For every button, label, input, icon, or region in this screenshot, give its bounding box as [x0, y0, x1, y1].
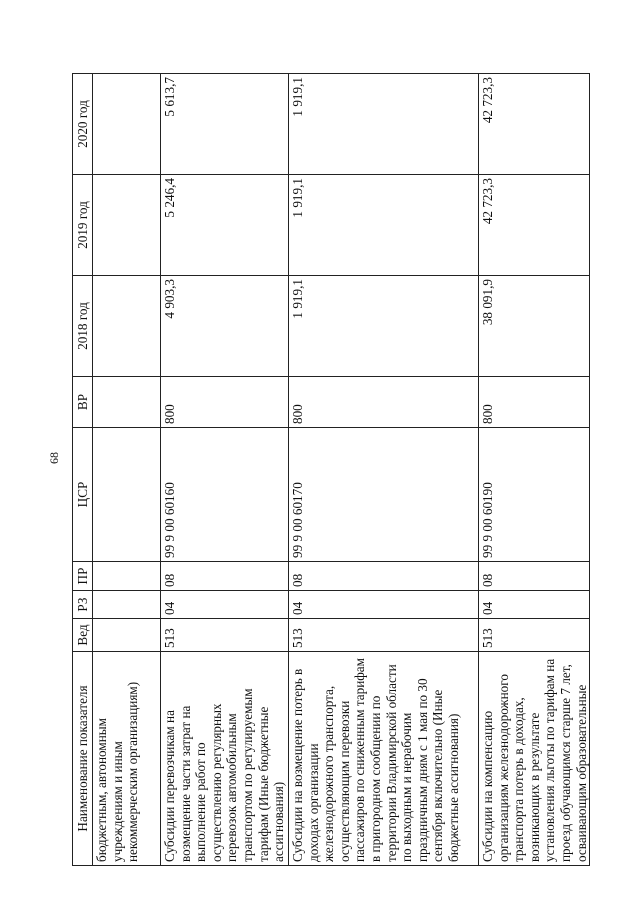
row-2020: 42 723,3 — [479, 74, 590, 175]
row-pr: 08 — [289, 562, 479, 591]
row-rz: 04 — [289, 591, 479, 619]
row-ved — [93, 619, 161, 652]
row-name: Субсидии на компенсацию организациям железнодорожного транспорта потерь в доходах, возникающих в результате установления льготы по тарифам на проезд обучающимся старше 7 лет, осваивающим образовательные — [479, 652, 590, 866]
header-csr: ЦСР — [73, 428, 93, 562]
row-rz: 04 — [161, 591, 289, 619]
row-csr: 99 9 00 60190 — [479, 428, 590, 562]
row-pr: 08 — [479, 562, 590, 591]
table-header-row — [73, 74, 93, 866]
header-2019: 2019 год — [73, 175, 93, 276]
row-ved: 513 — [161, 619, 289, 652]
budget-table — [72, 73, 590, 866]
header-name: Наименование показателя — [73, 652, 93, 866]
row-ved: 513 — [289, 619, 479, 652]
row-name: Субсидии на возмещение потерь в доходах организации железнодорожного транспорта, осуществляющим перевозки пассажиров по сниженным тарифам в пригородном сообщении по территории Владимирской области по выходным и нерабочим праздничным дням с 1 мая по 30 сентября включительно (Иные бюджетные ассигнования) — [289, 652, 479, 866]
header-pr: ПР — [73, 562, 93, 591]
row-2019: 42 723,3 — [479, 175, 590, 276]
row-2018: 1 919,1 — [289, 276, 479, 377]
row-name: Субсидии перевозчикам на возмещение части затрат на выполнение работ по осуществлению регулярных перевозок автомобильным транспортом по регулируемым тарифам (Иные бюджетные ассигнования) — [161, 652, 289, 866]
row-2019 — [93, 175, 161, 276]
rotated-page — [72, 74, 589, 866]
page-number: 68 — [47, 452, 61, 464]
row-2018: 4 903,3 — [161, 276, 289, 377]
header-rz: РЗ — [73, 591, 93, 619]
row-rz — [93, 591, 161, 619]
row-2019: 5 246,4 — [161, 175, 289, 276]
row-vr: 800 — [289, 377, 479, 428]
row-pr — [93, 562, 161, 591]
row-2019: 1 919,1 — [289, 175, 479, 276]
table-row — [289, 74, 479, 866]
header-2018: 2018 год — [73, 276, 93, 377]
row-2018 — [93, 276, 161, 377]
row-csr: 99 9 00 60170 — [289, 428, 479, 562]
header-2020: 2020 год — [73, 74, 93, 175]
table-row — [479, 74, 590, 866]
row-2018: 38 091,9 — [479, 276, 590, 377]
row-vr: 800 — [479, 377, 590, 428]
row-2020 — [93, 74, 161, 175]
row-rz: 04 — [479, 591, 590, 619]
row-csr — [93, 428, 161, 562]
row-name: бюджетным, автономным учреждениям и иным некоммерческим организациям) — [93, 652, 161, 866]
row-ved: 513 — [479, 619, 590, 652]
row-vr — [93, 377, 161, 428]
table-row — [93, 74, 161, 866]
row-2020: 5 613,7 — [161, 74, 289, 175]
row-csr: 99 9 00 60160 — [161, 428, 289, 562]
header-ved: Вед — [73, 619, 93, 652]
table-row — [161, 74, 289, 866]
row-2020: 1 919,1 — [289, 74, 479, 175]
header-vr: ВР — [73, 377, 93, 428]
row-vr: 800 — [161, 377, 289, 428]
row-pr: 08 — [161, 562, 289, 591]
